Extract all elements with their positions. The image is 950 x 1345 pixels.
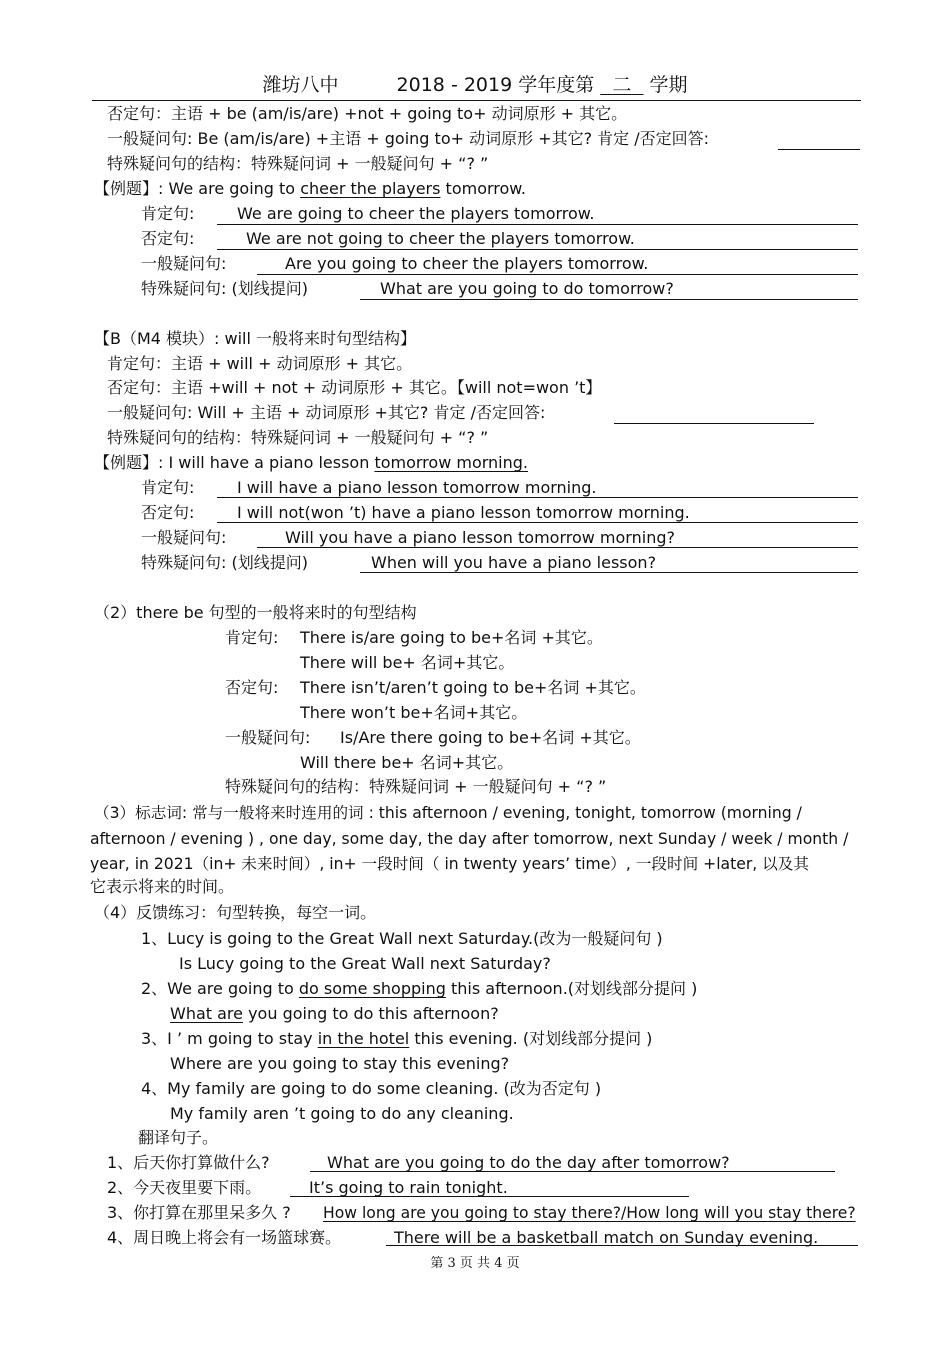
b-aff-rule <box>217 497 858 498</box>
translation-item1-question: 1、后天你打算做什么? <box>107 1153 270 1172</box>
there-be-q-label: 一般疑问句: <box>225 728 311 747</box>
practice-item3-question: 3、I ’ m going to stay in the hotel this evening. (对划线部分提问 ) <box>141 1029 653 1048</box>
a-aff-answer: We are going to cheer the players tomorrow. <box>237 204 595 223</box>
translation-item2-question: 2、今天夜里要下雨。 <box>107 1178 262 1197</box>
b-wh-structure: 特殊疑问句的结构：特殊疑问词 + 一般疑问句 + “? ” <box>107 428 489 447</box>
translation-item3-question: 3、你打算在那里呆多久 ? <box>107 1203 291 1222</box>
b-question-structure: 一般疑问句: Will + 主语 + 动词原形 +其它? 肯定 /否定回答: <box>107 403 546 422</box>
practice-item1-answer: Is Lucy going to the Great Wall next Saturday? <box>179 954 551 973</box>
b-wh-answer: When will you have a piano lesson? <box>371 553 657 572</box>
translation-item2-answer: It’s going to rain tonight. <box>309 1178 508 1197</box>
b-q-rule <box>257 547 858 548</box>
a-aff-label: 肯定句: <box>141 204 195 223</box>
b-example: 【例题】: I will have a piano lesson tomorrow morning. <box>94 453 528 472</box>
b-aff-answer: I will have a piano lesson tomorrow morning. <box>237 478 597 497</box>
a-q-rule <box>257 274 858 275</box>
there-be-aff-label: 肯定句: <box>225 628 279 647</box>
practice-title: （4）反馈练习：句型转换，每空一词。 <box>94 903 377 922</box>
practice-item2-answer: What are you going to do this afternoon? <box>170 1004 499 1023</box>
there-be-neg-2: There won’t be+名词+其它。 <box>300 703 528 722</box>
there-be-wh-structure: 特殊疑问句的结构：特殊疑问词 + 一般疑问句 + “? ” <box>225 777 607 796</box>
translation-item4-answer: There will be a basketball match on Sunday evening. <box>394 1228 819 1247</box>
a-wh-label: 特殊疑问句: (划线提问) <box>141 279 308 298</box>
school-year: 2018 - 2019 学年度第 <box>396 74 595 96</box>
b-aff-label: 肯定句: <box>141 478 195 497</box>
b-title: 【B（M4 模块）: will 一般将来时句型结构】 <box>94 329 417 348</box>
school-name: 潍坊八中 <box>262 74 339 96</box>
b-q-label: 一般疑问句: <box>141 528 227 547</box>
b-neg-label: 否定句: <box>141 503 195 522</box>
a-answer-blank <box>778 149 860 150</box>
semester-number: 二 <box>612 74 632 96</box>
there-be-neg-1: There isn’t/aren’t going to be+名词 +其它。 <box>300 678 646 697</box>
a-question-structure: 一般疑问句: Be (am/is/are) +主语 + going to+ 动词原形 +其它? 肯定 /否定回答: <box>107 129 710 148</box>
practice-item1-question: 1、Lucy is going to the Great Wall next Saturday.(改为一般疑问句 ) <box>141 929 663 948</box>
practice-item2-question: 2、We are going to do some shopping this afternoon.(对划线部分提问 ) <box>141 979 698 998</box>
a-wh-structure: 特殊疑问句的结构：特殊疑问词 + 一般疑问句 + “? ” <box>107 154 489 173</box>
a-aff-rule <box>217 224 858 225</box>
a-wh-rule <box>360 299 858 300</box>
practice-item4-answer: My family aren ’t going to do any cleaning. <box>170 1104 514 1123</box>
translation-item4-rule <box>386 1245 858 1246</box>
translation-item4-question: 4、周日晚上将会有一场篮球赛。 <box>107 1228 342 1247</box>
a-neg-label: 否定句: <box>141 229 195 248</box>
translation-title: 翻译句子。 <box>138 1128 219 1147</box>
translation-item1-answer: What are you going to do the day after tomorrow? <box>327 1153 730 1172</box>
practice-item4-question: 4、My family are going to do some cleaning. (改为否定句 ) <box>141 1079 602 1098</box>
header-rule <box>92 100 861 101</box>
a-wh-answer: What are you going to do tomorrow? <box>380 279 674 298</box>
a-negative-structure: 否定句：主语 + be (am/is/are) +not + going to+ 动词原形 + 其它。 <box>107 104 628 123</box>
signal-words-line4: 它表示将来的时间。 <box>90 877 235 896</box>
page-header <box>0 72 950 98</box>
page-number: 第 3 页 共 4 页 <box>430 1256 520 1271</box>
b-neg-rule <box>217 522 858 523</box>
practice-item3-answer: Where are you going to stay this evening? <box>170 1054 510 1073</box>
signal-words-line3: year, in 2021（in+ 未来时间）, in+ 一段时间（ in twenty years’ time）, 一段时间 +later, 以及其 <box>90 855 809 873</box>
there-be-aff-2: There will be+ 名词+其它。 <box>300 653 515 672</box>
there-be-q-1: Is/Are there going to be+名词 +其它。 <box>340 728 641 747</box>
b-answer-blank <box>614 423 814 424</box>
a-example: 【例题】: We are going to cheer the players tomorrow. <box>94 179 526 198</box>
there-be-title: （2）there be 句型的一般将来时的句型结构 <box>94 603 417 622</box>
signal-words-line2: afternoon / evening ) , one day, some day, the day after tomorrow, next Sunday / week / month / <box>90 830 849 848</box>
there-be-neg-label: 否定句: <box>225 678 279 697</box>
a-neg-answer: We are not going to cheer the players tomorrow. <box>246 229 635 248</box>
b-neg-structure: 否定句：主语 +will + not + 动词原形 + 其它。【will not=won ’t】 <box>107 378 602 397</box>
signal-words-line1: （3）标志词: 常与一般将来时连用的词 : this afternoon / evening, tonight, tomorrow (morning / <box>94 804 802 822</box>
b-neg-answer: I will not(won ’t) have a piano lesson tomorrow morning. <box>237 503 690 522</box>
b-aff-structure: 肯定句：主语 + will + 动词原形 + 其它。 <box>107 354 413 373</box>
a-q-label: 一般疑问句: <box>141 254 227 273</box>
b-wh-rule <box>360 572 858 573</box>
b-q-answer: Will you have a piano lesson tomorrow morning? <box>285 528 675 547</box>
translation-item3-answer: How long are you going to stay there?/How long will you stay there? <box>323 1204 856 1222</box>
there-be-q-2: Will there be+ 名词+其它。 <box>300 753 514 772</box>
translation-item1-rule <box>310 1171 835 1172</box>
translation-item2-rule <box>290 1196 689 1197</box>
semester-suffix: 学期 <box>649 74 688 96</box>
a-q-answer: Are you going to cheer the players tomorrow. <box>285 254 649 273</box>
there-be-aff-1: There is/are going to be+名词 +其它。 <box>300 628 603 647</box>
b-wh-label: 特殊疑问句: (划线提问) <box>141 553 308 572</box>
a-neg-rule <box>217 249 858 250</box>
